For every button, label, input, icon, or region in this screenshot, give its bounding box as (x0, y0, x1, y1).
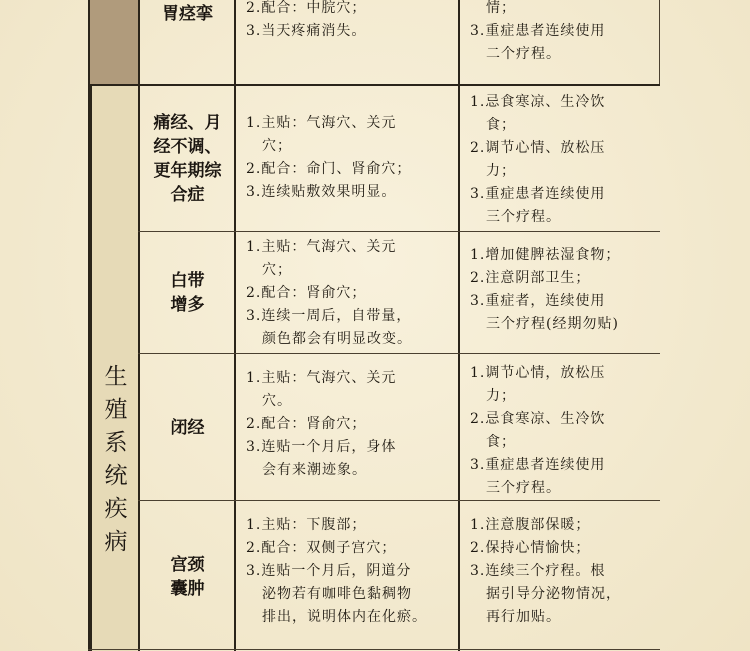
table-border (458, 0, 460, 651)
notes-line: 2.忌食寒凉、生冷饮 (470, 411, 606, 427)
notes-line: 1.注意腹部保暖； (470, 517, 591, 533)
notes-line: 3.重症患者连续使用 (470, 23, 606, 39)
disease-name-line: 宫颈 (170, 554, 205, 575)
method-line: 3.连续一周后，自带量， (246, 308, 412, 324)
notes-line: 食； (486, 434, 516, 450)
table-border (659, 0, 660, 84)
method-line: 穴； (262, 262, 292, 278)
method-line: 3.连贴一个月后，阴道分 (246, 563, 412, 579)
method-line: 1.主贴：气海穴、关元 (246, 239, 397, 255)
method-line: 3.连贴一个月后，身体 (246, 439, 397, 455)
table-border (88, 0, 90, 651)
method-line: 穴。 (262, 393, 292, 409)
method-line: 排出，说明体内在化瘀。 (262, 609, 427, 625)
method-cell (246, 236, 456, 351)
method-line: 1.主贴：气海穴、关元 (246, 370, 397, 386)
disease-name-line: 闭经 (170, 417, 205, 438)
method-cell (246, 367, 456, 482)
method-line: 1.主贴：下腹部； (246, 517, 367, 533)
method-line: 泌物若有咖啡色黏稠物 (262, 586, 412, 602)
disease-name (154, 111, 222, 207)
disease-name (171, 553, 205, 601)
disease-name-line: 增多 (170, 295, 205, 315)
notes-line: 3.重症者，连续使用 (470, 293, 606, 309)
table-border (234, 0, 236, 651)
notes-line: 三个疗程。 (486, 480, 561, 496)
method-line: 2.配合：命门、肾俞穴； (246, 161, 412, 177)
notes-line: 力； (486, 163, 516, 179)
notes-cell (470, 91, 745, 229)
disease-name-line: 白带 (170, 271, 205, 291)
disease-name-cell (140, 0, 235, 28)
notes-line: 情； (486, 0, 516, 16)
category-char: 疾 (104, 496, 128, 522)
disease-name-cell (140, 355, 235, 500)
category-char: 统 (104, 463, 128, 489)
disease-name-line: 痛经、月 (153, 112, 222, 133)
category-label (92, 361, 140, 559)
notes-line: 3.连续三个疗程。根 (470, 563, 606, 579)
notes-line: 2.调节心情、放松压 (470, 140, 606, 156)
category-cell (90, 86, 140, 651)
method-line: 颜色都会有明显改变。 (262, 331, 412, 347)
method-line: 1.主贴：气海穴、关元 (246, 115, 397, 131)
table-border (138, 231, 660, 232)
notes-line: 再行加贴。 (486, 609, 561, 625)
notes-line: 1.增加健脾祛湿食物； (470, 247, 621, 263)
table-border (138, 500, 660, 501)
notes-line: 三个疗程。 (486, 209, 561, 225)
table-border (88, 649, 660, 650)
table-border (138, 0, 140, 651)
category-char: 病 (104, 529, 128, 555)
notes-line: 1.忌食寒凉、生冷饮 (470, 94, 606, 110)
disease-name-cell (140, 86, 235, 231)
method-line: 3.连续贴敷效果明显。 (246, 184, 397, 200)
notes-line: 据引导分泌物情况， (486, 586, 621, 602)
disease-name: 胃痉挛 (162, 4, 213, 24)
notes-line: 3.重症患者连续使用 (470, 186, 606, 202)
notes-line: 三个疗程(经期勿贴) (486, 316, 619, 332)
notes-line: 力； (486, 388, 516, 404)
method-cell (246, 0, 456, 43)
table-border (138, 353, 660, 354)
method-line: 穴； (262, 138, 292, 154)
notes-cell (470, 0, 745, 66)
disease-name-line: 更年期综 (153, 160, 222, 181)
disease-name (171, 269, 205, 317)
notes-cell (470, 514, 745, 629)
disease-name-cell (140, 233, 235, 353)
notes-cell (470, 362, 745, 500)
method-cell (246, 112, 456, 204)
method-line: 2.配合：双侧子宫穴； (246, 540, 397, 556)
notes-cell (470, 244, 745, 336)
method-line: 2.配合：肾俞穴； (246, 416, 367, 432)
disease-name-line: 合症 (170, 184, 205, 205)
notes-line: 2.注意阴部卫生； (470, 270, 591, 286)
category-char: 系 (104, 430, 128, 456)
notes-line: 2.保持心情愉快； (470, 540, 591, 556)
method-cell (246, 514, 468, 629)
disease-name-cell (140, 502, 235, 651)
notes-line: 3.重症患者连续使用 (470, 457, 606, 473)
method-line: 会有来潮迹象。 (262, 462, 367, 478)
method-line: 2.配合：中脘穴； (246, 0, 367, 16)
category-char: 生 (104, 364, 128, 390)
notes-line: 1.调节心情，放松压 (470, 365, 606, 381)
method-line: 2.配合：肾俞穴； (246, 285, 367, 301)
disease-name-line: 囊肿 (170, 578, 205, 599)
disease-name-line: 经不调、 (153, 136, 222, 157)
category-char: 殖 (104, 397, 128, 423)
notes-line: 二个疗程。 (486, 46, 561, 62)
disease-name (171, 416, 205, 440)
previous-category-cell (90, 0, 138, 84)
method-line: 3.当天疼痛消失。 (246, 23, 367, 39)
notes-line: 食； (486, 117, 516, 133)
table-border (88, 84, 660, 86)
